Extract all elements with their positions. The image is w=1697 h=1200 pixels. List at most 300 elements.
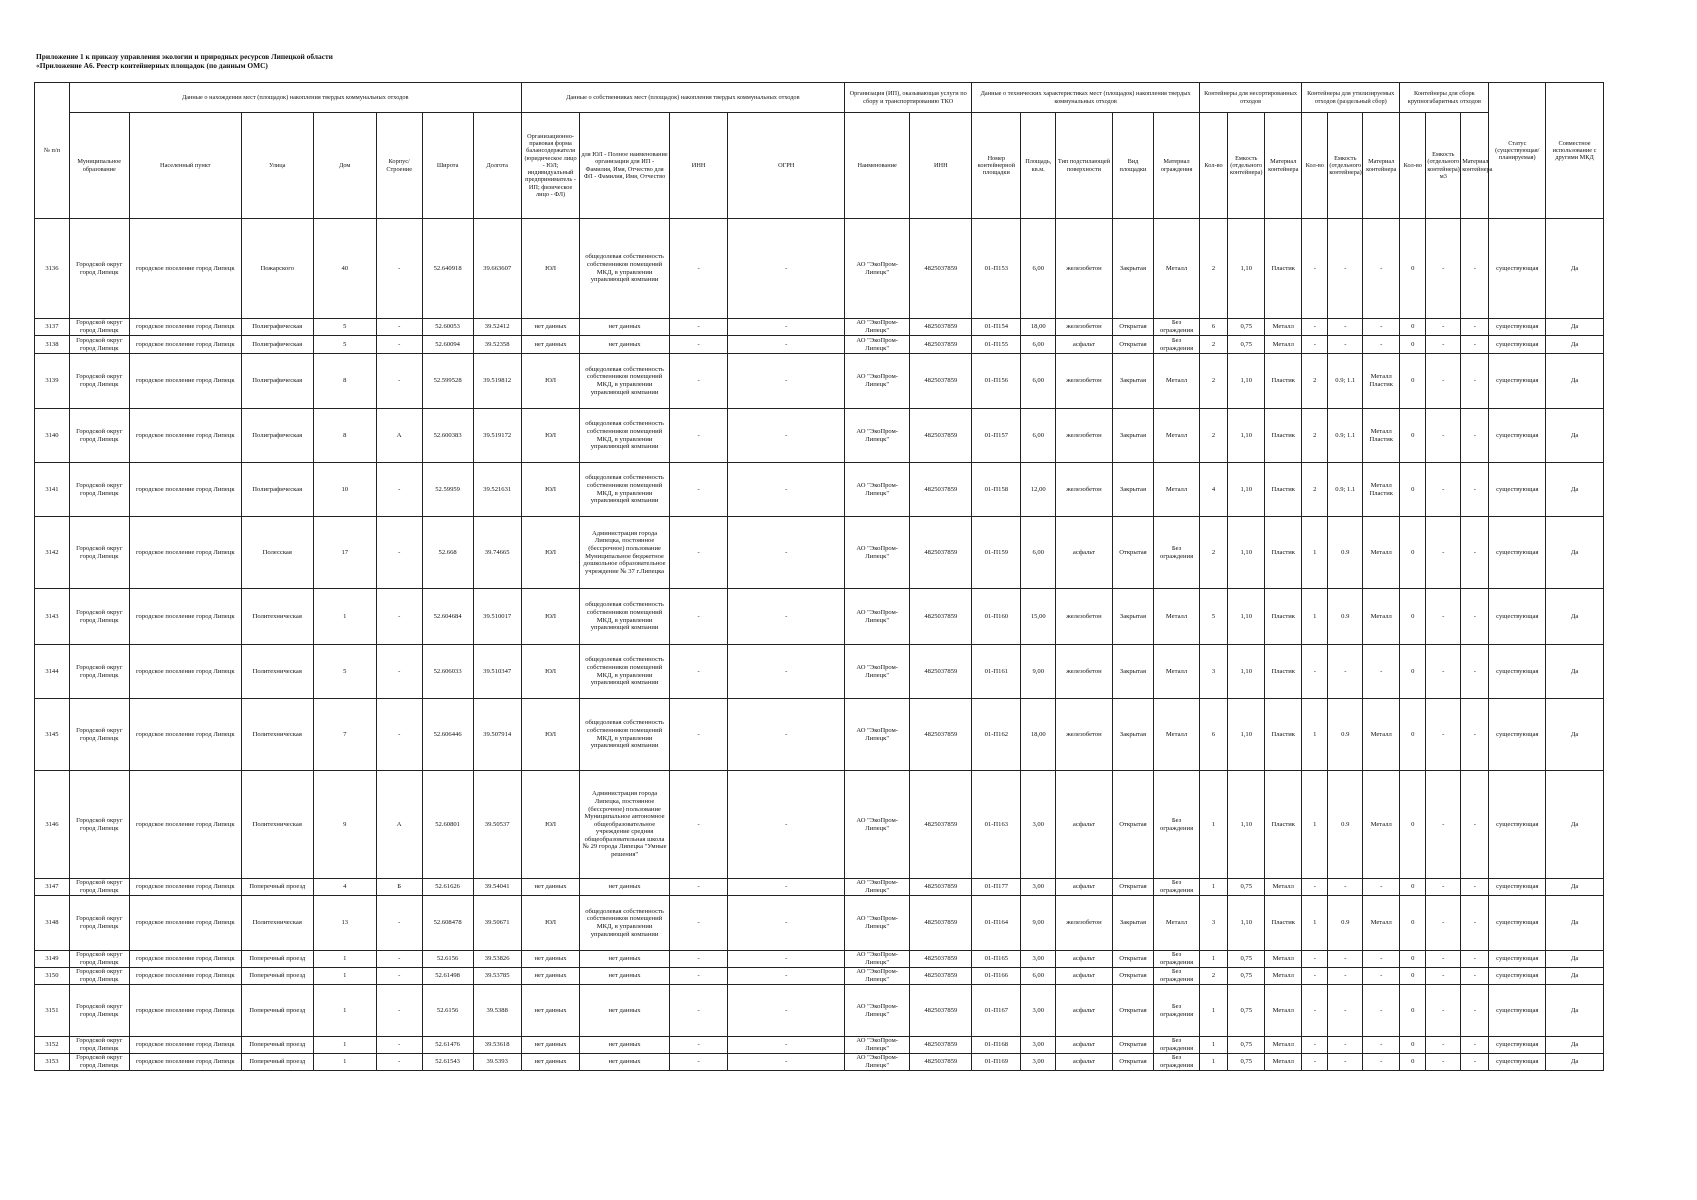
unsorted-qty-cell: 1 <box>1199 951 1227 968</box>
street-cell: Поперечный проезд <box>241 985 313 1037</box>
area-cell: 3,00 <box>1021 879 1056 896</box>
house-cell: 1 <box>313 968 376 985</box>
recyclable-qty-cell: 2 <box>1302 354 1328 409</box>
org-form-cell: нет данных <box>521 336 580 354</box>
site-number-cell: 01-П165 <box>972 951 1021 968</box>
inn-cell: - <box>669 645 728 699</box>
house-cell: 8 <box>313 409 376 463</box>
header-operator-name: Наименование <box>844 113 909 219</box>
fence-cell: Металл <box>1154 896 1200 951</box>
unsorted-material-cell: Металл <box>1265 968 1302 985</box>
header-bulky-volume: Емкость (отдельного контейнера) м3 <box>1426 113 1461 219</box>
ogrn-cell: - <box>728 589 845 645</box>
area-cell: 6,00 <box>1021 354 1056 409</box>
unsorted-volume-cell: 1,10 <box>1228 699 1265 771</box>
ogrn-cell: - <box>728 645 845 699</box>
shared-cell: Да <box>1546 319 1604 336</box>
settlement-cell: городское поселение город Липецк <box>129 771 241 879</box>
surface-cell: железобетон <box>1056 409 1113 463</box>
bulky-material-cell: - <box>1461 879 1489 896</box>
recyclable-material-cell: - <box>1363 319 1400 336</box>
recyclable-volume-cell: - <box>1328 319 1363 336</box>
settlement-cell: городское поселение город Липецк <box>129 319 241 336</box>
owner-name-cell: общедолевая собственность собственников помещений МКД, в управлении управляющей компании <box>580 219 669 319</box>
unsorted-material-cell: Металл <box>1265 319 1302 336</box>
fence-cell: Металл <box>1154 354 1200 409</box>
street-cell: Поперечный проезд <box>241 1037 313 1054</box>
site-number-cell: 01-П157 <box>972 409 1021 463</box>
org-form-cell: нет данных <box>521 1037 580 1054</box>
unsorted-volume-cell: 1,10 <box>1228 517 1265 589</box>
header-municipality: Муниципальное образование <box>69 113 129 219</box>
recyclable-material-cell: - <box>1363 336 1400 354</box>
operator-inn-cell: 4825037859 <box>910 219 972 319</box>
recyclable-qty-cell: - <box>1302 645 1328 699</box>
fence-cell: Без ограждения <box>1154 968 1200 985</box>
recyclable-qty-cell: - <box>1302 336 1328 354</box>
building-cell: - <box>376 985 422 1037</box>
operator-inn-cell: 4825037859 <box>910 699 972 771</box>
building-cell: А <box>376 771 422 879</box>
house-cell: 1 <box>313 985 376 1037</box>
header-status: Статус (существующая/ планируемая) <box>1489 83 1546 219</box>
site-number-cell: 01-П162 <box>972 699 1021 771</box>
table-row <box>35 517 1604 589</box>
owner-name-cell: Администрация города Липецка, постоянное (бессрочное) пользование Муниципальное автономное общеобразовательное учреждение средняя общеобразовательная школа № 29 города Липецка "Умные решения" <box>580 771 669 879</box>
settlement-cell: городское поселение город Липецк <box>129 951 241 968</box>
inn-cell: - <box>669 409 728 463</box>
bulky-volume-cell: - <box>1426 589 1461 645</box>
operator-name-cell: АО "ЭкоПром-Липецк" <box>844 951 909 968</box>
shared-cell: Да <box>1546 968 1604 985</box>
street-cell: Поперечный проезд <box>241 968 313 985</box>
group-header-operator: Организация (ИП), оказывающая услуги по сбору и транспортированию ТКО <box>844 83 971 113</box>
operator-inn-cell: 4825037859 <box>910 1054 972 1071</box>
building-cell: - <box>376 951 422 968</box>
site-type-cell: Закрытая <box>1112 896 1153 951</box>
building-cell: - <box>376 319 422 336</box>
house-cell: 1 <box>313 951 376 968</box>
unsorted-qty-cell: 3 <box>1199 645 1227 699</box>
unsorted-qty-cell: 5 <box>1199 589 1227 645</box>
recyclable-qty-cell: 1 <box>1302 589 1328 645</box>
building-cell: - <box>376 219 422 319</box>
row-number: 3147 <box>35 879 70 896</box>
fence-cell: Металл <box>1154 589 1200 645</box>
longitude-cell: 39.50671 <box>473 896 521 951</box>
street-cell: Политехническая <box>241 771 313 879</box>
street-cell: Политехническая <box>241 699 313 771</box>
municipality-cell: Городской округ город Липецк <box>69 517 129 589</box>
bulky-volume-cell: - <box>1426 354 1461 409</box>
longitude-cell: 39.53785 <box>473 968 521 985</box>
status-cell: существующая <box>1489 985 1546 1037</box>
house-cell: 5 <box>313 319 376 336</box>
bulky-volume-cell: - <box>1426 968 1461 985</box>
unsorted-material-cell: Металл <box>1265 336 1302 354</box>
area-cell: 15,00 <box>1021 589 1056 645</box>
status-cell: существующая <box>1489 879 1546 896</box>
header-site-type: Вид площадки <box>1112 113 1153 219</box>
building-cell: - <box>376 1037 422 1054</box>
area-cell: 3,00 <box>1021 1054 1056 1071</box>
bulky-qty-cell: 0 <box>1400 951 1426 968</box>
recyclable-qty-cell: 2 <box>1302 463 1328 517</box>
org-form-cell: ЮЛ <box>521 463 580 517</box>
house-cell: 5 <box>313 336 376 354</box>
unsorted-qty-cell: 1 <box>1199 1054 1227 1071</box>
ogrn-cell: - <box>728 951 845 968</box>
operator-name-cell: АО "ЭкоПром-Липецк" <box>844 645 909 699</box>
latitude-cell: 52.599528 <box>422 354 473 409</box>
street-cell: Полиграфическая <box>241 463 313 517</box>
bulky-qty-cell: 0 <box>1400 645 1426 699</box>
longitude-cell: 39.663607 <box>473 219 521 319</box>
street-cell: Полесская <box>241 517 313 589</box>
bulky-volume-cell: - <box>1426 409 1461 463</box>
owner-name-cell: нет данных <box>580 319 669 336</box>
area-cell: 6,00 <box>1021 517 1056 589</box>
municipality-cell: Городской округ город Липецк <box>69 699 129 771</box>
header-fence: Материал ограждения <box>1154 113 1200 219</box>
site-number-cell: 01-П155 <box>972 336 1021 354</box>
unsorted-material-cell: Металл <box>1265 1037 1302 1054</box>
recyclable-volume-cell: - <box>1328 985 1363 1037</box>
fence-cell: Без ограждения <box>1154 771 1200 879</box>
settlement-cell: городское поселение город Липецк <box>129 354 241 409</box>
building-cell: - <box>376 463 422 517</box>
status-cell: существующая <box>1489 699 1546 771</box>
bulky-qty-cell: 0 <box>1400 354 1426 409</box>
bulky-volume-cell: - <box>1426 879 1461 896</box>
owner-name-cell: общедолевая собственность собственников помещений МКД, в управлении управляющей компании <box>580 699 669 771</box>
inn-cell: - <box>669 771 728 879</box>
recyclable-material-cell: - <box>1363 985 1400 1037</box>
site-type-cell: Открытая <box>1112 968 1153 985</box>
shared-cell: Да <box>1546 1054 1604 1071</box>
latitude-cell: 52.640918 <box>422 219 473 319</box>
surface-cell: асфальт <box>1056 951 1113 968</box>
operator-name-cell: АО "ЭкоПром-Липецк" <box>844 319 909 336</box>
ogrn-cell: - <box>728 879 845 896</box>
ogrn-cell: - <box>728 968 845 985</box>
owner-name-cell: нет данных <box>580 1054 669 1071</box>
bulky-volume-cell: - <box>1426 985 1461 1037</box>
recyclable-qty-cell: - <box>1302 985 1328 1037</box>
row-number: 3138 <box>35 336 70 354</box>
inn-cell: - <box>669 589 728 645</box>
group-header-technical: Данные о технических характеристиках мест (площадок) накопления твердых коммунальных отходов <box>972 83 1200 113</box>
latitude-cell: 52.6156 <box>422 951 473 968</box>
street-cell: Полиграфическая <box>241 336 313 354</box>
longitude-cell: 39.53618 <box>473 1037 521 1054</box>
municipality-cell: Городской округ город Липецк <box>69 589 129 645</box>
building-cell: - <box>376 517 422 589</box>
latitude-cell: 52.61476 <box>422 1037 473 1054</box>
unsorted-material-cell: Пластик <box>1265 463 1302 517</box>
unsorted-qty-cell: 2 <box>1199 219 1227 319</box>
municipality-cell: Городской округ город Липецк <box>69 951 129 968</box>
row-number: 3151 <box>35 985 70 1037</box>
operator-inn-cell: 4825037859 <box>910 517 972 589</box>
site-type-cell: Закрытая <box>1112 645 1153 699</box>
org-form-cell: ЮЛ <box>521 896 580 951</box>
header-owner-name: для ЮЛ - Полное наименование организации для ИП - Фамилия, Имя, Отчество для ФЛ - Фамилия, Имя, Отчество <box>580 113 669 219</box>
latitude-cell: 52.604684 <box>422 589 473 645</box>
settlement-cell: городское поселение город Липецк <box>129 896 241 951</box>
area-cell: 9,00 <box>1021 645 1056 699</box>
surface-cell: асфальт <box>1056 1037 1113 1054</box>
table-row <box>35 589 1604 645</box>
shared-cell: Да <box>1546 879 1604 896</box>
site-type-cell: Открытая <box>1112 517 1153 589</box>
table-row <box>35 219 1604 319</box>
recyclable-volume-cell: 0.9; 1.1 <box>1328 463 1363 517</box>
unsorted-volume-cell: 1,10 <box>1228 409 1265 463</box>
bulky-material-cell: - <box>1461 699 1489 771</box>
row-number: 3144 <box>35 645 70 699</box>
owner-name-cell: нет данных <box>580 985 669 1037</box>
municipality-cell: Городской округ город Липецк <box>69 1037 129 1054</box>
surface-cell: железобетон <box>1056 589 1113 645</box>
status-cell: существующая <box>1489 336 1546 354</box>
owner-name-cell: нет данных <box>580 968 669 985</box>
house-cell: 10 <box>313 463 376 517</box>
site-type-cell: Закрытая <box>1112 354 1153 409</box>
operator-name-cell: АО "ЭкоПром-Липецк" <box>844 463 909 517</box>
surface-cell: асфальт <box>1056 985 1113 1037</box>
inn-cell: - <box>669 879 728 896</box>
unsorted-qty-cell: 1 <box>1199 771 1227 879</box>
municipality-cell: Городской округ город Липецк <box>69 409 129 463</box>
fence-cell: Металл <box>1154 219 1200 319</box>
header-ogrn: ОГРН <box>728 113 845 219</box>
unsorted-material-cell: Пластик <box>1265 896 1302 951</box>
bulky-volume-cell: - <box>1426 699 1461 771</box>
operator-name-cell: АО "ЭкоПром-Липецк" <box>844 354 909 409</box>
fence-cell: Металл <box>1154 463 1200 517</box>
site-type-cell: Открытая <box>1112 771 1153 879</box>
unsorted-volume-cell: 0,75 <box>1228 1054 1265 1071</box>
row-number: 3149 <box>35 951 70 968</box>
recyclable-qty-cell: - <box>1302 1054 1328 1071</box>
ogrn-cell: - <box>728 517 845 589</box>
municipality-cell: Городской округ город Липецк <box>69 354 129 409</box>
shared-cell: Да <box>1546 896 1604 951</box>
table-row <box>35 896 1604 951</box>
unsorted-volume-cell: 1,10 <box>1228 463 1265 517</box>
site-type-cell: Закрытая <box>1112 699 1153 771</box>
bulky-material-cell: - <box>1461 968 1489 985</box>
table-row <box>35 1037 1604 1054</box>
operator-name-cell: АО "ЭкоПром-Липецк" <box>844 879 909 896</box>
settlement-cell: городское поселение город Липецк <box>129 1037 241 1054</box>
site-type-cell: Открытая <box>1112 319 1153 336</box>
unsorted-qty-cell: 3 <box>1199 896 1227 951</box>
recyclable-qty-cell: - <box>1302 968 1328 985</box>
surface-cell: железобетон <box>1056 219 1113 319</box>
shared-cell: Да <box>1546 771 1604 879</box>
shared-cell: Да <box>1546 985 1604 1037</box>
bulky-volume-cell: - <box>1426 1054 1461 1071</box>
unsorted-material-cell: Пластик <box>1265 409 1302 463</box>
street-cell: Полиграфическая <box>241 409 313 463</box>
status-cell: существующая <box>1489 645 1546 699</box>
house-cell: 1 <box>313 1037 376 1054</box>
bulky-material-cell: - <box>1461 319 1489 336</box>
latitude-cell: 52.606446 <box>422 699 473 771</box>
shared-cell: Да <box>1546 645 1604 699</box>
inn-cell: - <box>669 219 728 319</box>
municipality-cell: Городской округ город Липецк <box>69 985 129 1037</box>
area-cell: 6,00 <box>1021 968 1056 985</box>
operator-name-cell: АО "ЭкоПром-Липецк" <box>844 517 909 589</box>
surface-cell: железобетон <box>1056 896 1113 951</box>
surface-cell: асфальт <box>1056 879 1113 896</box>
unsorted-qty-cell: 2 <box>1199 354 1227 409</box>
unsorted-volume-cell: 1,10 <box>1228 645 1265 699</box>
table-row <box>35 354 1604 409</box>
ogrn-cell: - <box>728 319 845 336</box>
unsorted-volume-cell: 0,75 <box>1228 951 1265 968</box>
longitude-cell: 39.521631 <box>473 463 521 517</box>
ogrn-cell: - <box>728 1037 845 1054</box>
group-header-owners: Данные о собственниках мест (площадок) накопления твердых коммунальных отходов <box>521 83 844 113</box>
operator-inn-cell: 4825037859 <box>910 589 972 645</box>
shared-cell: Да <box>1546 409 1604 463</box>
longitude-cell: 39.74665 <box>473 517 521 589</box>
site-number-cell: 01-П160 <box>972 589 1021 645</box>
unsorted-qty-cell: 6 <box>1199 319 1227 336</box>
surface-cell: асфальт <box>1056 771 1113 879</box>
header-settlement: Населенный пункт <box>129 113 241 219</box>
bulky-qty-cell: 0 <box>1400 517 1426 589</box>
street-cell: Политехническая <box>241 896 313 951</box>
header-latitude: Широта <box>422 113 473 219</box>
latitude-cell: 52.61626 <box>422 879 473 896</box>
site-number-cell: 01-П163 <box>972 771 1021 879</box>
operator-name-cell: АО "ЭкоПром-Липецк" <box>844 968 909 985</box>
operator-inn-cell: 4825037859 <box>910 354 972 409</box>
area-cell: 3,00 <box>1021 1037 1056 1054</box>
settlement-cell: городское поселение город Липецк <box>129 409 241 463</box>
recyclable-volume-cell: 0.9 <box>1328 771 1363 879</box>
site-number-cell: 01-П156 <box>972 354 1021 409</box>
status-cell: существующая <box>1489 589 1546 645</box>
unsorted-volume-cell: 1,10 <box>1228 896 1265 951</box>
surface-cell: асфальт <box>1056 968 1113 985</box>
org-form-cell: нет данных <box>521 319 580 336</box>
document-title-line-1: Приложение 1 к приказу управления экологии и природных ресурсов Липецкой области <box>36 52 333 61</box>
group-header-unsorted: Контейнеры для несортированных отходов <box>1199 83 1301 113</box>
bulky-qty-cell: 0 <box>1400 589 1426 645</box>
header-recyclable-volume: Емкость (отдельного контейнера) <box>1328 113 1363 219</box>
recyclable-volume-cell: - <box>1328 219 1363 319</box>
shared-cell: Да <box>1546 517 1604 589</box>
surface-cell: асфальт <box>1056 1054 1113 1071</box>
owner-name-cell: общедолевая собственность собственников помещений МКД, в управлении управляющей компании <box>580 409 669 463</box>
unsorted-material-cell: Пластик <box>1265 589 1302 645</box>
unsorted-qty-cell: 4 <box>1199 463 1227 517</box>
row-number: 3146 <box>35 771 70 879</box>
street-cell: Поперечный проезд <box>241 1054 313 1071</box>
bulky-qty-cell: 0 <box>1400 336 1426 354</box>
site-type-cell: Закрытая <box>1112 589 1153 645</box>
recyclable-qty-cell: - <box>1302 951 1328 968</box>
settlement-cell: городское поселение город Липецк <box>129 336 241 354</box>
site-type-cell: Закрытая <box>1112 409 1153 463</box>
inn-cell: - <box>669 1037 728 1054</box>
recyclable-volume-cell: - <box>1328 951 1363 968</box>
unsorted-qty-cell: 1 <box>1199 879 1227 896</box>
settlement-cell: городское поселение город Липецк <box>129 968 241 985</box>
recyclable-material-cell: Металл <box>1363 699 1400 771</box>
settlement-cell: городское поселение город Липецк <box>129 985 241 1037</box>
header-inn: ИНН <box>669 113 728 219</box>
building-cell: А <box>376 409 422 463</box>
header-org-form: Организационно-правовая форма балансодержателя (юридическое лицо - ЮЛ; индивидуальный предприниматель - ИП; физическое лицо - ФЛ) <box>521 113 580 219</box>
inn-cell: - <box>669 319 728 336</box>
row-number: 3139 <box>35 354 70 409</box>
inn-cell: - <box>669 951 728 968</box>
longitude-cell: 39.54041 <box>473 879 521 896</box>
unsorted-material-cell: Пластик <box>1265 645 1302 699</box>
building-cell: - <box>376 699 422 771</box>
area-cell: 18,00 <box>1021 699 1056 771</box>
latitude-cell: 52.60094 <box>422 336 473 354</box>
bulky-material-cell: - <box>1461 219 1489 319</box>
bulky-volume-cell: - <box>1426 517 1461 589</box>
surface-cell: железобетон <box>1056 354 1113 409</box>
longitude-cell: 39.5388 <box>473 985 521 1037</box>
fence-cell: Без ограждения <box>1154 517 1200 589</box>
operator-name-cell: АО "ЭкоПром-Липецк" <box>844 985 909 1037</box>
bulky-qty-cell: 0 <box>1400 219 1426 319</box>
fence-cell: Без ограждения <box>1154 1037 1200 1054</box>
house-cell: 8 <box>313 354 376 409</box>
site-number-cell: 01-П164 <box>972 896 1021 951</box>
bulky-qty-cell: 0 <box>1400 1054 1426 1071</box>
area-cell: 18,00 <box>1021 319 1056 336</box>
status-cell: существующая <box>1489 1037 1546 1054</box>
row-number: 3148 <box>35 896 70 951</box>
recyclable-qty-cell: 1 <box>1302 699 1328 771</box>
bulky-material-cell: - <box>1461 354 1489 409</box>
table-row <box>35 771 1604 879</box>
table-row <box>35 336 1604 354</box>
recyclable-qty-cell: - <box>1302 879 1328 896</box>
street-cell: Поперечный проезд <box>241 879 313 896</box>
longitude-cell: 39.5393 <box>473 1054 521 1071</box>
settlement-cell: городское поселение город Липецк <box>129 517 241 589</box>
municipality-cell: Городской округ город Липецк <box>69 319 129 336</box>
container-sites-registry-table <box>34 82 1604 1071</box>
operator-inn-cell: 4825037859 <box>910 409 972 463</box>
site-type-cell: Закрытая <box>1112 463 1153 517</box>
owner-name-cell: нет данных <box>580 879 669 896</box>
ogrn-cell: - <box>728 219 845 319</box>
latitude-cell: 52.60801 <box>422 771 473 879</box>
table-row <box>35 645 1604 699</box>
recyclable-material-cell: Металл <box>1363 517 1400 589</box>
house-cell: 40 <box>313 219 376 319</box>
group-header-recyclable: Контейнеры для утилизируемых отходов (раздельный сбор) <box>1302 83 1400 113</box>
owner-name-cell: общедолевая собственность собственников помещений МКД, в управлении управляющей компании <box>580 463 669 517</box>
bulky-volume-cell: - <box>1426 771 1461 879</box>
org-form-cell: нет данных <box>521 879 580 896</box>
latitude-cell: 52.61498 <box>422 968 473 985</box>
table-row <box>35 968 1604 985</box>
